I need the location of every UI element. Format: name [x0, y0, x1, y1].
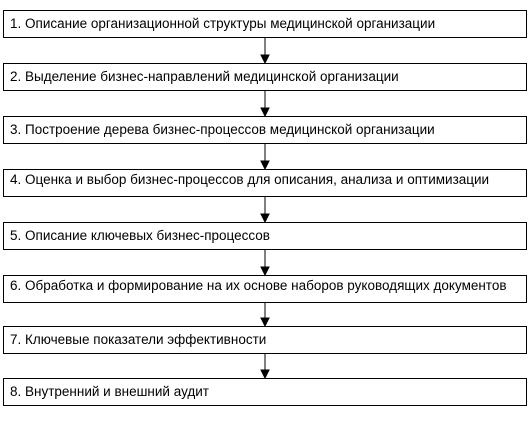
flow-step-6-label: 6. Обработка и формирование на их основе наборов руководящих документов — [10, 278, 507, 293]
arrow-4-5 — [261, 197, 269, 222]
flow-step-3 — [3, 116, 527, 144]
flow-step-2 — [3, 63, 527, 91]
flow-step-5-label: 5. Описание ключевых бизнес-процессов — [10, 228, 270, 243]
arrow-2-3 — [261, 91, 269, 116]
arrow-6-7 — [261, 303, 269, 326]
flow-step-1 — [3, 10, 527, 38]
flow-step-4-label: 4. Оценка и выбор бизнес-процессов для описания, анализа и оптимизации — [10, 172, 490, 187]
arrow-3-4 — [261, 144, 269, 169]
arrow-1-2 — [261, 38, 269, 63]
flow-step-6 — [3, 275, 527, 303]
flow-step-5 — [3, 222, 527, 250]
flow-step-8-label: 8. Внутренний и внешний аудит — [10, 384, 209, 399]
arrow-5-6 — [261, 250, 269, 275]
flow-step-2-label: 2. Выделение бизнес-направлений медицинской организации — [10, 69, 399, 84]
flow-step-7-label: 7. Ключевые показатели эффективности — [10, 332, 267, 347]
flow-step-4 — [3, 169, 527, 197]
flow-step-7 — [3, 326, 527, 354]
flow-step-3-label: 3. Построение дерева бизнес-процессов медицинской организации — [10, 122, 435, 137]
arrow-7-8 — [261, 354, 269, 378]
flow-step-1-label: 1. Описание организационной структуры медицинской организации — [10, 16, 436, 31]
flow-step-8 — [3, 378, 527, 406]
